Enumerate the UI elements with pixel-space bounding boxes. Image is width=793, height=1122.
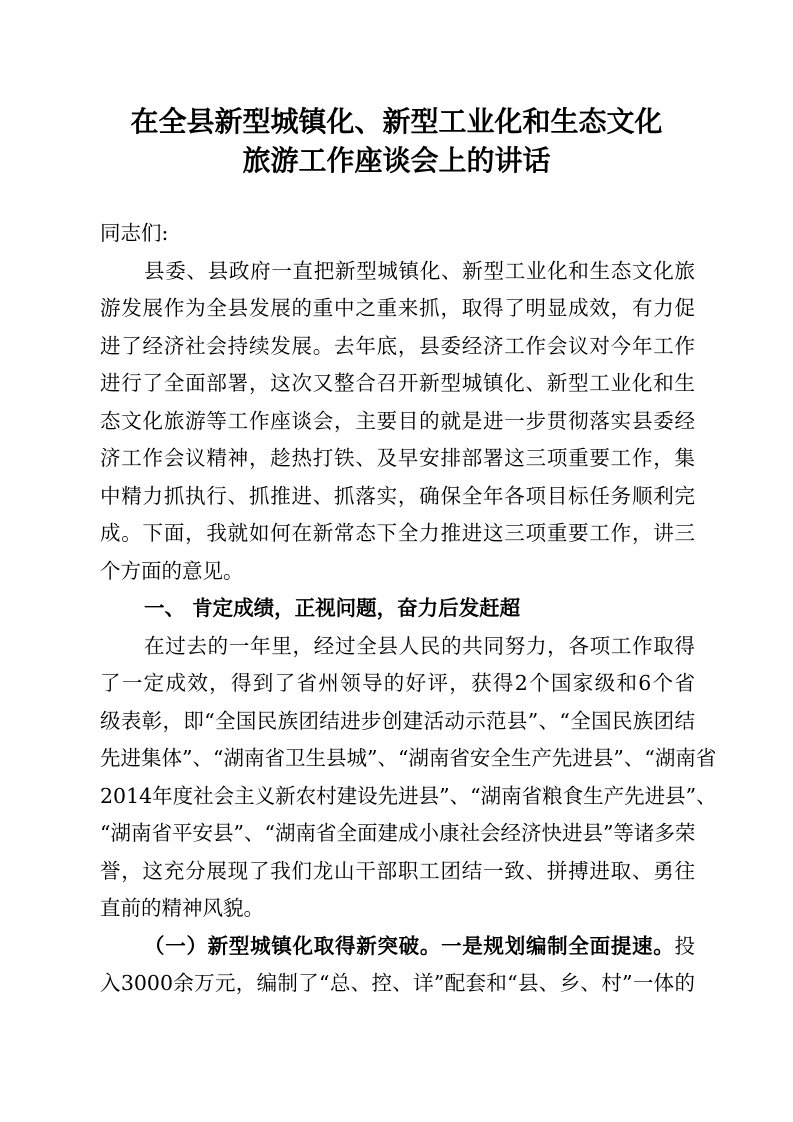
document-title-line-2: 旅游工作座谈会上的讲话 [242, 144, 551, 177]
paragraph-line: 进了经济社会持续发展。去年底，县委经济工作会议对今年工作 [100, 333, 695, 358]
intro-paragraph [100, 253, 695, 591]
paragraph-line: 入3000余万元，编制了“总、控、详”配套和“县、乡、村”一体的 [100, 971, 695, 995]
paragraph-line: 了一定成效，得到了省州领导的好评，获得2个国家级和6个省 [100, 671, 695, 695]
paragraph-line: 级表彰，即“全国民族团结进步创建活动示范县”、“全国民族团结 [100, 708, 695, 733]
paragraph-line: 个方面的意见。 [100, 558, 244, 583]
subsection-paragraph [100, 928, 695, 1003]
paragraph-line: 态文化旅游等工作座谈会，主要目的就是进一步贯彻落实县委经 [100, 408, 695, 433]
paragraph-line: 誉，这充分展现了我们龙山干部职工团结一致、拼搏进取、勇往 [100, 858, 695, 883]
document-title-line-1: 在全县新型城镇化、新型工业化和生态文化 [130, 105, 663, 138]
paragraph-line: 中精力抓执行、抓推进、抓落实，确保全年各项目标任务顺利完 [100, 483, 695, 508]
paragraph-line: 进行了全面部署，这次又整合召开新型城镇化、新型工业化和生 [100, 371, 695, 395]
document-body [100, 215, 717, 1003]
section-paragraph [100, 628, 717, 928]
section-heading: 一、 肯定成绩，正视问题，奋力后发赶超 [144, 596, 521, 620]
paragraph-line [100, 928, 695, 966]
paragraph-text: 投 [674, 933, 695, 958]
paragraph-line: 济工作会议精神，趁热打铁、及早安排部署这三项重要工作，集 [100, 446, 695, 470]
paragraph-line: 直前的精神风貌。 [100, 896, 264, 920]
paragraph-line: “湖南省平安县”、“湖南省全面建成小康社会经济快进县”等诸多荣 [100, 821, 696, 845]
paragraph-line: 县委、县政府一直把新型城镇化、新型工业化和生态文化旅 [144, 258, 695, 283]
paragraph-line: 在过去的一年里，经过全县人民的共同努力，各项工作取得 [144, 633, 695, 658]
paragraph-line: 2014年度社会主义新农村建设先进县”、“湖南省粮食生产先进县”、 [100, 783, 717, 808]
subsection-heading: （一）新型城镇化取得新突破。一是规划编制全面提速。 [144, 933, 675, 958]
paragraph-line: 成。下面，我就如何在新常态下全力推进这三项重要工作，讲三 [100, 521, 695, 545]
salutation: 同志们: [100, 221, 169, 245]
paragraph-line: 游发展作为全县发展的重中之重来抓，取得了明显成效，有力促 [100, 296, 695, 320]
paragraph-line: 先进集体”、“湖南省卫生县城”、“湖南省安全生产先进县”、“湖南省 [100, 746, 717, 770]
